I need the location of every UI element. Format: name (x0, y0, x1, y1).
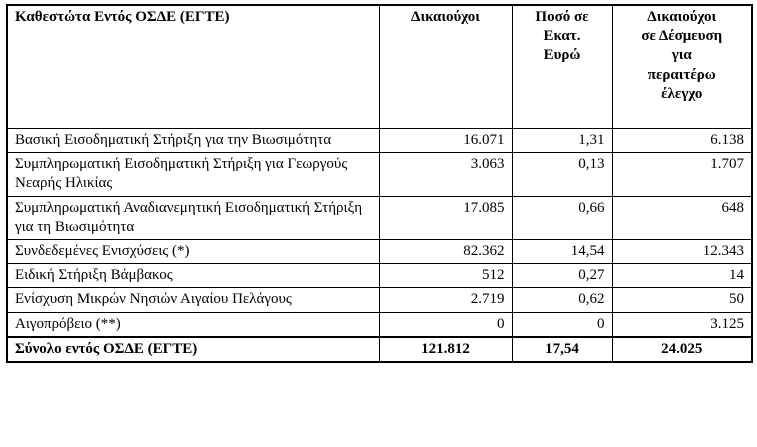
row-pending: 6.138 (612, 129, 752, 153)
table-header-row (7, 5, 752, 129)
column-header-amount-line-1: Ποσό σε (535, 9, 589, 25)
row-label: Συμπληρωματική Εισοδηματική Στήριξη για Γεωργούς Νεαρής Ηλικίας (7, 153, 379, 196)
row-label: Βασική Εισοδηματική Στήριξη για την Βιωσιμότητα (7, 129, 379, 153)
column-header-scheme: Καθεστώτα Εντός ΟΣΔΕ (ΕΓΤΕ) (7, 5, 379, 129)
column-header-amount (512, 5, 612, 129)
table-row (7, 288, 752, 312)
total-amount: 17,54 (512, 337, 612, 362)
column-header-pending-line-2: σε Δέσμευση (641, 28, 723, 45)
row-beneficiaries: 17.085 (379, 196, 512, 239)
row-pending: 1.707 (612, 153, 752, 196)
total-beneficiaries: 121.812 (379, 337, 512, 362)
row-amount: 0,62 (512, 288, 612, 312)
row-amount: 1,31 (512, 129, 612, 153)
row-amount: 14,54 (512, 239, 612, 263)
row-beneficiaries: 82.362 (379, 239, 512, 263)
column-header-amount-line-2: Εκατ. (543, 28, 581, 45)
row-pending: 50 (612, 288, 752, 312)
row-pending: 12.343 (612, 239, 752, 263)
column-header-pending-line-1: Δικαιούχοι (647, 9, 717, 25)
table-row (7, 196, 752, 239)
table-body (7, 129, 752, 362)
row-label: Αιγοπρόβειο (**) (7, 312, 379, 337)
column-header-pending (612, 5, 752, 129)
row-beneficiaries: 3.063 (379, 153, 512, 196)
table-row (7, 264, 752, 288)
column-header-pending-line-4: περαιτέρω (647, 66, 716, 83)
table-total-row (7, 337, 752, 362)
row-pending: 14 (612, 264, 752, 288)
row-pending: 3.125 (612, 312, 752, 337)
row-label: Ενίσχυση Μικρών Νησιών Αιγαίου Πελάγους (7, 288, 379, 312)
row-label: Συνδεδεμένες Ενισχύσεις (*) (7, 239, 379, 263)
subsidy-table (6, 4, 753, 363)
total-pending: 24.025 (612, 337, 752, 362)
row-amount: 0 (512, 312, 612, 337)
row-beneficiaries: 16.071 (379, 129, 512, 153)
row-amount: 0,66 (512, 196, 612, 239)
column-header-amount-line-3: Ευρώ (543, 47, 581, 64)
table-row (7, 129, 752, 153)
table-row (7, 312, 752, 337)
row-beneficiaries: 512 (379, 264, 512, 288)
row-amount: 0,13 (512, 153, 612, 196)
column-header-beneficiaries: Δικαιούχοι (379, 5, 512, 129)
table-header (7, 5, 752, 129)
row-label: Συμπληρωματική Αναδιανεμητική Εισοδηματική Στήριξη για τη Βιωσιμότητα (7, 196, 379, 239)
table-row (7, 153, 752, 196)
column-header-pending-line-3: για (671, 47, 692, 64)
column-header-pending-line-5: έλεγχο (661, 85, 703, 102)
row-amount: 0,27 (512, 264, 612, 288)
row-label: Ειδική Στήριξη Βάμβακος (7, 264, 379, 288)
row-pending: 648 (612, 196, 752, 239)
total-label: Σύνολο εντός ΟΣΔΕ (ΕΓΤΕ) (7, 337, 379, 362)
row-beneficiaries: 0 (379, 312, 512, 337)
row-beneficiaries: 2.719 (379, 288, 512, 312)
table-row (7, 239, 752, 263)
